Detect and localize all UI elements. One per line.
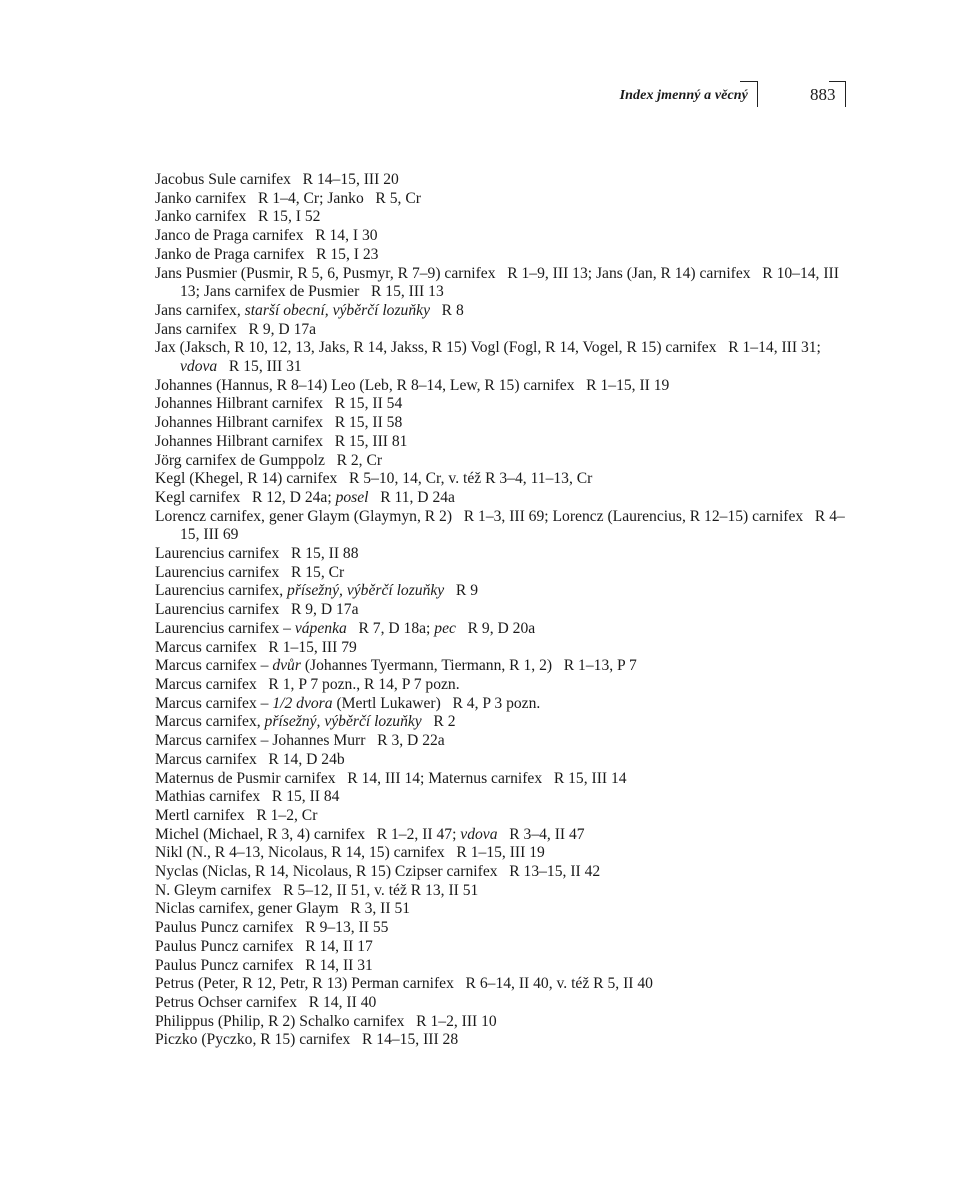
index-list <box>155 171 847 1050</box>
index-entry <box>155 246 847 265</box>
index-entry <box>155 657 847 676</box>
index-entry <box>155 882 847 901</box>
index-entry <box>155 994 847 1013</box>
entry-text: Nikl (N., R 4–13, Nicolaus, R 14, 15) carnifex R 1–15, III 19 <box>155 844 545 862</box>
index-entry <box>155 788 847 807</box>
index-entry <box>155 545 847 564</box>
page-number: 883 <box>810 85 836 104</box>
index-entry <box>155 395 847 414</box>
entry-text: Paulus Puncz carnifex R 14, II 17 <box>155 937 373 955</box>
entry-text: Kegl carnifex R 12, D 24a; <box>155 488 336 506</box>
entry-text: Michel (Michael, R 3, 4) carnifex R 1–2, II 47; <box>155 825 461 843</box>
index-entry <box>155 826 847 845</box>
index-entry <box>155 433 847 452</box>
entry-text: Mertl carnifex R 1–2, Cr <box>155 806 318 824</box>
entry-text: Mathias carnifex R 15, II 84 <box>155 788 340 806</box>
entry-text: Paulus Puncz carnifex R 14, II 31 <box>155 956 373 974</box>
index-entry <box>155 452 847 471</box>
entry-text: Marcus carnifex – Johannes Murr R 3, D 22a <box>155 732 445 750</box>
entry-text: Johannes Hilbrant carnifex R 15, II 54 <box>155 395 403 413</box>
index-entry <box>155 265 847 302</box>
entry-text: Jans carnifex, <box>155 301 245 319</box>
index-entry <box>155 751 847 770</box>
running-title: Index jmenný a věcný <box>619 88 748 103</box>
entry-text: Philippus (Philip, R 2) Schalko carnifex R 1–2, III 10 <box>155 1012 497 1030</box>
entry-italic-text: 1/2 dvora <box>272 694 333 712</box>
entry-text: Johannes (Hannus, R 8–14) Leo (Leb, R 8–14, Lew, R 15) carnifex R 1–15, II 19 <box>155 376 670 394</box>
entry-text: Jörg carnifex de Gumppolz R 2, Cr <box>155 451 383 469</box>
entry-text: Jacobus Sule carnifex R 14–15, III 20 <box>155 171 399 188</box>
index-entry <box>155 377 847 396</box>
entry-text: Nyclas (Niclas, R 14, Nicolaus, R 15) Czipser carnifex R 13–15, II 42 <box>155 863 601 881</box>
entry-italic-text: dvůr <box>272 657 301 675</box>
index-entry <box>155 713 847 732</box>
entry-text: Jans Pusmier (Pusmir, R 5, 6, Pusmyr, R 7–9) carnifex R 1–9, III 13; Jans (Jan, R 14) carnifex R 10–14, III 13; Jans carnifex de Pusmier R 15, III 13 <box>155 264 839 301</box>
entry-text: Marcus carnifex R 1–15, III 79 <box>155 638 357 656</box>
entry-italic-text: vdova <box>460 825 498 843</box>
entry-text: Paulus Puncz carnifex R 9–13, II 55 <box>155 919 389 937</box>
entry-text: (Mertl Lukawer) R 4, P 3 pozn. <box>332 694 541 712</box>
entry-text: Piczko (Pyczko, R 15) carnifex R 14–15, III 28 <box>155 1031 459 1049</box>
entry-text: Johannes Hilbrant carnifex R 15, II 58 <box>155 414 403 432</box>
entry-text: R 11, D 24a <box>368 488 455 506</box>
page-header <box>0 80 960 110</box>
index-entry <box>155 957 847 976</box>
entry-text: Janko carnifex R 15, I 52 <box>155 208 321 226</box>
entry-text: R 7, D 18a; <box>346 619 435 637</box>
entry-text: Janco de Praga carnifex R 14, I 30 <box>155 227 378 245</box>
entry-text: R 15, III 31 <box>217 358 302 376</box>
entry-text: R 3–4, II 47 <box>497 825 585 843</box>
entry-text: Maternus de Pusmir carnifex R 14, III 14; Maternus carnifex R 15, III 14 <box>155 769 627 787</box>
index-entry <box>155 919 847 938</box>
entry-text: Marcus carnifex – <box>155 657 273 675</box>
index-entry <box>155 807 847 826</box>
title-corner-mark <box>740 81 758 107</box>
entry-text: Janko de Praga carnifex R 15, I 23 <box>155 245 379 263</box>
index-entry <box>155 489 847 508</box>
entry-text: Jans carnifex R 9, D 17a <box>155 320 317 338</box>
entry-text: N. Gleym carnifex R 5–12, II 51, v. též R 13, II 51 <box>155 881 479 899</box>
entry-text: Janko carnifex R 1–4, Cr; Janko R 5, Cr <box>155 189 421 207</box>
index-entry <box>155 863 847 882</box>
entry-text: Laurencius carnifex R 9, D 17a <box>155 601 359 619</box>
index-entry <box>155 676 847 695</box>
index-entry <box>155 732 847 751</box>
entry-text: Marcus carnifex – <box>155 694 273 712</box>
entry-text: Marcus carnifex R 14, D 24b <box>155 750 345 768</box>
entry-text: Kegl (Khegel, R 14) carnifex R 5–10, 14, Cr, v. též R 3–4, 11–13, Cr <box>155 470 593 488</box>
index-entry <box>155 620 847 639</box>
index-entry <box>155 938 847 957</box>
index-entry <box>155 414 847 433</box>
index-entry <box>155 321 847 340</box>
entry-text: Niclas carnifex, gener Glaym R 3, II 51 <box>155 900 411 918</box>
index-entry <box>155 171 847 190</box>
index-entry <box>155 900 847 919</box>
entry-text: Laurencius carnifex R 15, II 88 <box>155 545 359 563</box>
entry-text: R 2 <box>421 713 456 731</box>
index-entry <box>155 695 847 714</box>
entry-text: (Johannes Tyermann, Tiermann, R 1, 2) R 1–13, P 7 <box>300 657 637 675</box>
entry-text: R 8 <box>429 301 464 319</box>
entry-italic-text: přísežný, výběrčí lozuňky <box>287 582 445 600</box>
index-entry <box>155 975 847 994</box>
entry-italic-text: starší obecní, výběrčí lozuňky <box>244 301 430 319</box>
entry-text: Laurencius carnifex, <box>155 582 288 600</box>
entry-italic-text: přísežný, výběrčí lozuňky <box>264 713 422 731</box>
entry-italic-text: vápenka <box>294 619 347 637</box>
entry-text: Petrus Ochser carnifex R 14, II 40 <box>155 993 377 1011</box>
entry-text: Petrus (Peter, R 12, Petr, R 13) Perman carnifex R 6–14, II 40, v. též R 5, II 40 <box>155 975 653 993</box>
index-entry <box>155 601 847 620</box>
index-entry <box>155 339 847 376</box>
index-entry <box>155 770 847 789</box>
index-entry <box>155 639 847 658</box>
index-entry <box>155 582 847 601</box>
index-entry <box>155 470 847 489</box>
entry-text: Laurencius carnifex – <box>155 619 295 637</box>
entry-italic-text: pec <box>434 619 456 637</box>
index-entry <box>155 844 847 863</box>
entry-text: R 9 <box>444 582 479 600</box>
index-entry <box>155 302 847 321</box>
entry-text: R 9, D 20a <box>455 619 536 637</box>
entry-text: Jax (Jaksch, R 10, 12, 13, Jaks, R 14, Jakss, R 15) Vogl (Fogl, R 14, Vogel, R 15) carnifex R 1–14, III 31; <box>155 339 821 357</box>
index-entry <box>155 564 847 583</box>
index-entry <box>155 508 847 545</box>
entry-italic-text: posel <box>335 488 369 506</box>
index-entry <box>155 190 847 209</box>
index-entry <box>155 1013 847 1032</box>
entry-italic-text: vdova <box>180 358 218 376</box>
entry-text: Laurencius carnifex R 15, Cr <box>155 563 345 581</box>
entry-text: Lorencz carnifex, gener Glaym (Glaymyn, R 2) R 1–3, III 69; Lorencz (Laurencius, R 12–15) carnifex R 4–15, III 69 <box>155 507 845 544</box>
index-entry <box>155 227 847 246</box>
entry-text: Johannes Hilbrant carnifex R 15, III 81 <box>155 432 408 450</box>
entry-text: Marcus carnifex R 1, P 7 pozn., R 14, P 7 pozn. <box>155 675 460 693</box>
entry-text: Marcus carnifex, <box>155 713 265 731</box>
index-entry <box>155 208 847 227</box>
index-entry <box>155 1031 847 1050</box>
page-number-corner-mark <box>829 81 846 107</box>
